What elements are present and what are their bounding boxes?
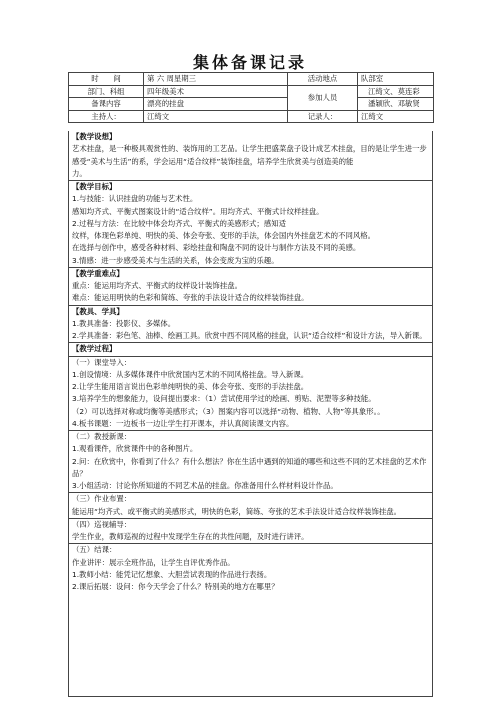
participants-line1: 江绮文、莫连彩 bbox=[358, 85, 434, 98]
keypoints-list bbox=[69, 280, 432, 305]
subsection-heading: （四）巡视辅导： bbox=[69, 518, 432, 531]
list-item: 3.培养学生的想象能力，设问提出要求：（1）尝试使用学过的绘画、剪贴、泥塑等多种技能。 bbox=[72, 394, 376, 404]
list-item: 1.教师小结：能凭记忆想象、大胆尝试表现的作品进行表扬。 bbox=[72, 569, 272, 579]
list-item: 重点：能运用均齐式、平衡式的纹样设计装饰挂盘。 bbox=[72, 281, 242, 290]
recorder-label: 记录人： bbox=[288, 110, 358, 123]
design-text: 艺术挂盘，是一种极具观赏性的、装饰用的工艺品。让学生把盛菜盘子设计成艺术挂盘，目的是让学生进一步感受“美术与生活”的系，学会运用“适合纹样”装饰挂盘，培养学生欣赏美与创造美的能 bbox=[72, 144, 427, 166]
list-item: 1.观看课件，欣赏课件中的各种图片。 bbox=[72, 444, 198, 454]
list-item: 能运用“均齐式、或平衡式的美感形式，明快的色彩，简练、夸张的艺术手法设计适合纹样装饰挂盘。 bbox=[72, 506, 402, 516]
list-item: 在选择与创作中，感受各种材料、彩绘挂盘和陶盘不同的设计与制作方法及不同的美感。 bbox=[72, 243, 361, 253]
place-value: 队部室 bbox=[358, 73, 434, 86]
time-label: 时 间 bbox=[69, 73, 144, 86]
list-item: 2.过程与方法：在比较中体会均齐式、平衡式的美感形式；感知适 bbox=[72, 218, 286, 228]
section-heading-tools: 【教具、学具】 bbox=[69, 305, 432, 318]
list-item: 2.学具准备：彩色笔、油棒、绘画工具。欣赏中西不同风格的挂盘，认识“适合纹样”和设计方法，导入新课。 bbox=[72, 331, 427, 340]
list-item: 学生作业，教师巡视的过程中发现学生存在的共性问题，及时进行讲评。 bbox=[72, 532, 309, 541]
host-label: 主持人： bbox=[69, 110, 144, 123]
goals-list bbox=[69, 193, 432, 267]
content-label: 备课内容 bbox=[69, 98, 144, 111]
list-item: 3.情感：进一步感受美术与生活的关系，体会变废为宝的乐趣。 bbox=[72, 255, 279, 265]
list-item: 感知均齐式、平衡式图案设计的“适合纹样”。用均齐式、平衡式计纹样挂盘。 bbox=[72, 206, 324, 216]
page-title: 集体备课记录 bbox=[192, 53, 307, 72]
list-item: 2.问：在欣赏中，你看到了什么？有什么想法？你在生活中遇到的知道的哪些和这些不同的艺术挂盘的艺术作品？ bbox=[72, 456, 427, 478]
content-value: 漂亮的挂盘 bbox=[144, 98, 288, 111]
list-item: 1.教具准备：投影仪、多媒体。 bbox=[72, 318, 176, 328]
list-item: 难点：能运用明快的色彩和简练、夸张的手法设计适合的纹样装饰挂盘。 bbox=[72, 293, 309, 303]
section-heading-process: 【教学过程】 bbox=[69, 342, 432, 355]
subsection-heading: （五）结课： bbox=[69, 543, 432, 556]
subsection-heading: （二）教授新课： bbox=[69, 430, 432, 443]
subsection-heading: （三）作业布置： bbox=[69, 492, 432, 505]
lesson-content bbox=[68, 131, 433, 697]
dept-label: 部门、科组 bbox=[69, 85, 144, 98]
section-heading-design: 【教学设想】 bbox=[72, 132, 117, 141]
tools-list bbox=[69, 318, 432, 343]
list-item: 作业讲评：展示全班作品，让学生自评优秀作品。 bbox=[72, 557, 235, 567]
subsection-heading: （一）课堂导入： bbox=[69, 356, 432, 369]
list-item: 1.与技能：认识挂盘的功能与艺术性。 bbox=[72, 194, 198, 204]
list-item: 1.创设情境：从多媒体课件中欣赏国内艺术的不同风格挂盘。导入新课。 bbox=[72, 369, 309, 379]
section-heading-goals: 【教学目标】 bbox=[69, 180, 432, 193]
host-value: 江绮文 bbox=[144, 110, 288, 123]
list-item: 2.让学生能用语言说出色彩单纯明快的美、体会夸张、变形的手法挂盘。 bbox=[72, 382, 309, 391]
list-item: 纹样，体现色彩单纯、明快的美、体会夸张、变形的手法，体会国内外挂盘艺术的不同风格。 bbox=[72, 231, 376, 240]
dept-value: 四年级美术 bbox=[144, 85, 288, 98]
list-item: 2.课后拓展：设问：你今天学会了什么？特别美的地方在哪里？ bbox=[72, 582, 279, 591]
place-label: 活动地点 bbox=[288, 73, 358, 86]
list-item: 3.小组活动：讨论你所知道的不同艺术品的挂盘。你准备用什么样材料设计作品。 bbox=[72, 481, 338, 490]
time-value: 第 六 周星期三 bbox=[144, 73, 288, 86]
header-table bbox=[68, 72, 434, 123]
list-item: （2）可以选择对称或均衡等美感形式；（3）图案内容可以选择“动物、植物、人物”等具象形。。 bbox=[72, 406, 385, 416]
list-item: 4.板书课题：一边板书一边让学生打开课本，并认真阅读课文内容。 bbox=[72, 418, 294, 428]
process-list bbox=[69, 356, 432, 594]
participants-line2: 潘颖欣、邓敏贤 bbox=[358, 98, 434, 111]
design-text-end: 力。 bbox=[72, 168, 87, 178]
section-heading-keypoints: 【教学重难点】 bbox=[69, 267, 432, 280]
recorder-value: 江绮文 bbox=[358, 110, 434, 123]
participants-label: 参加人员 bbox=[288, 85, 358, 110]
